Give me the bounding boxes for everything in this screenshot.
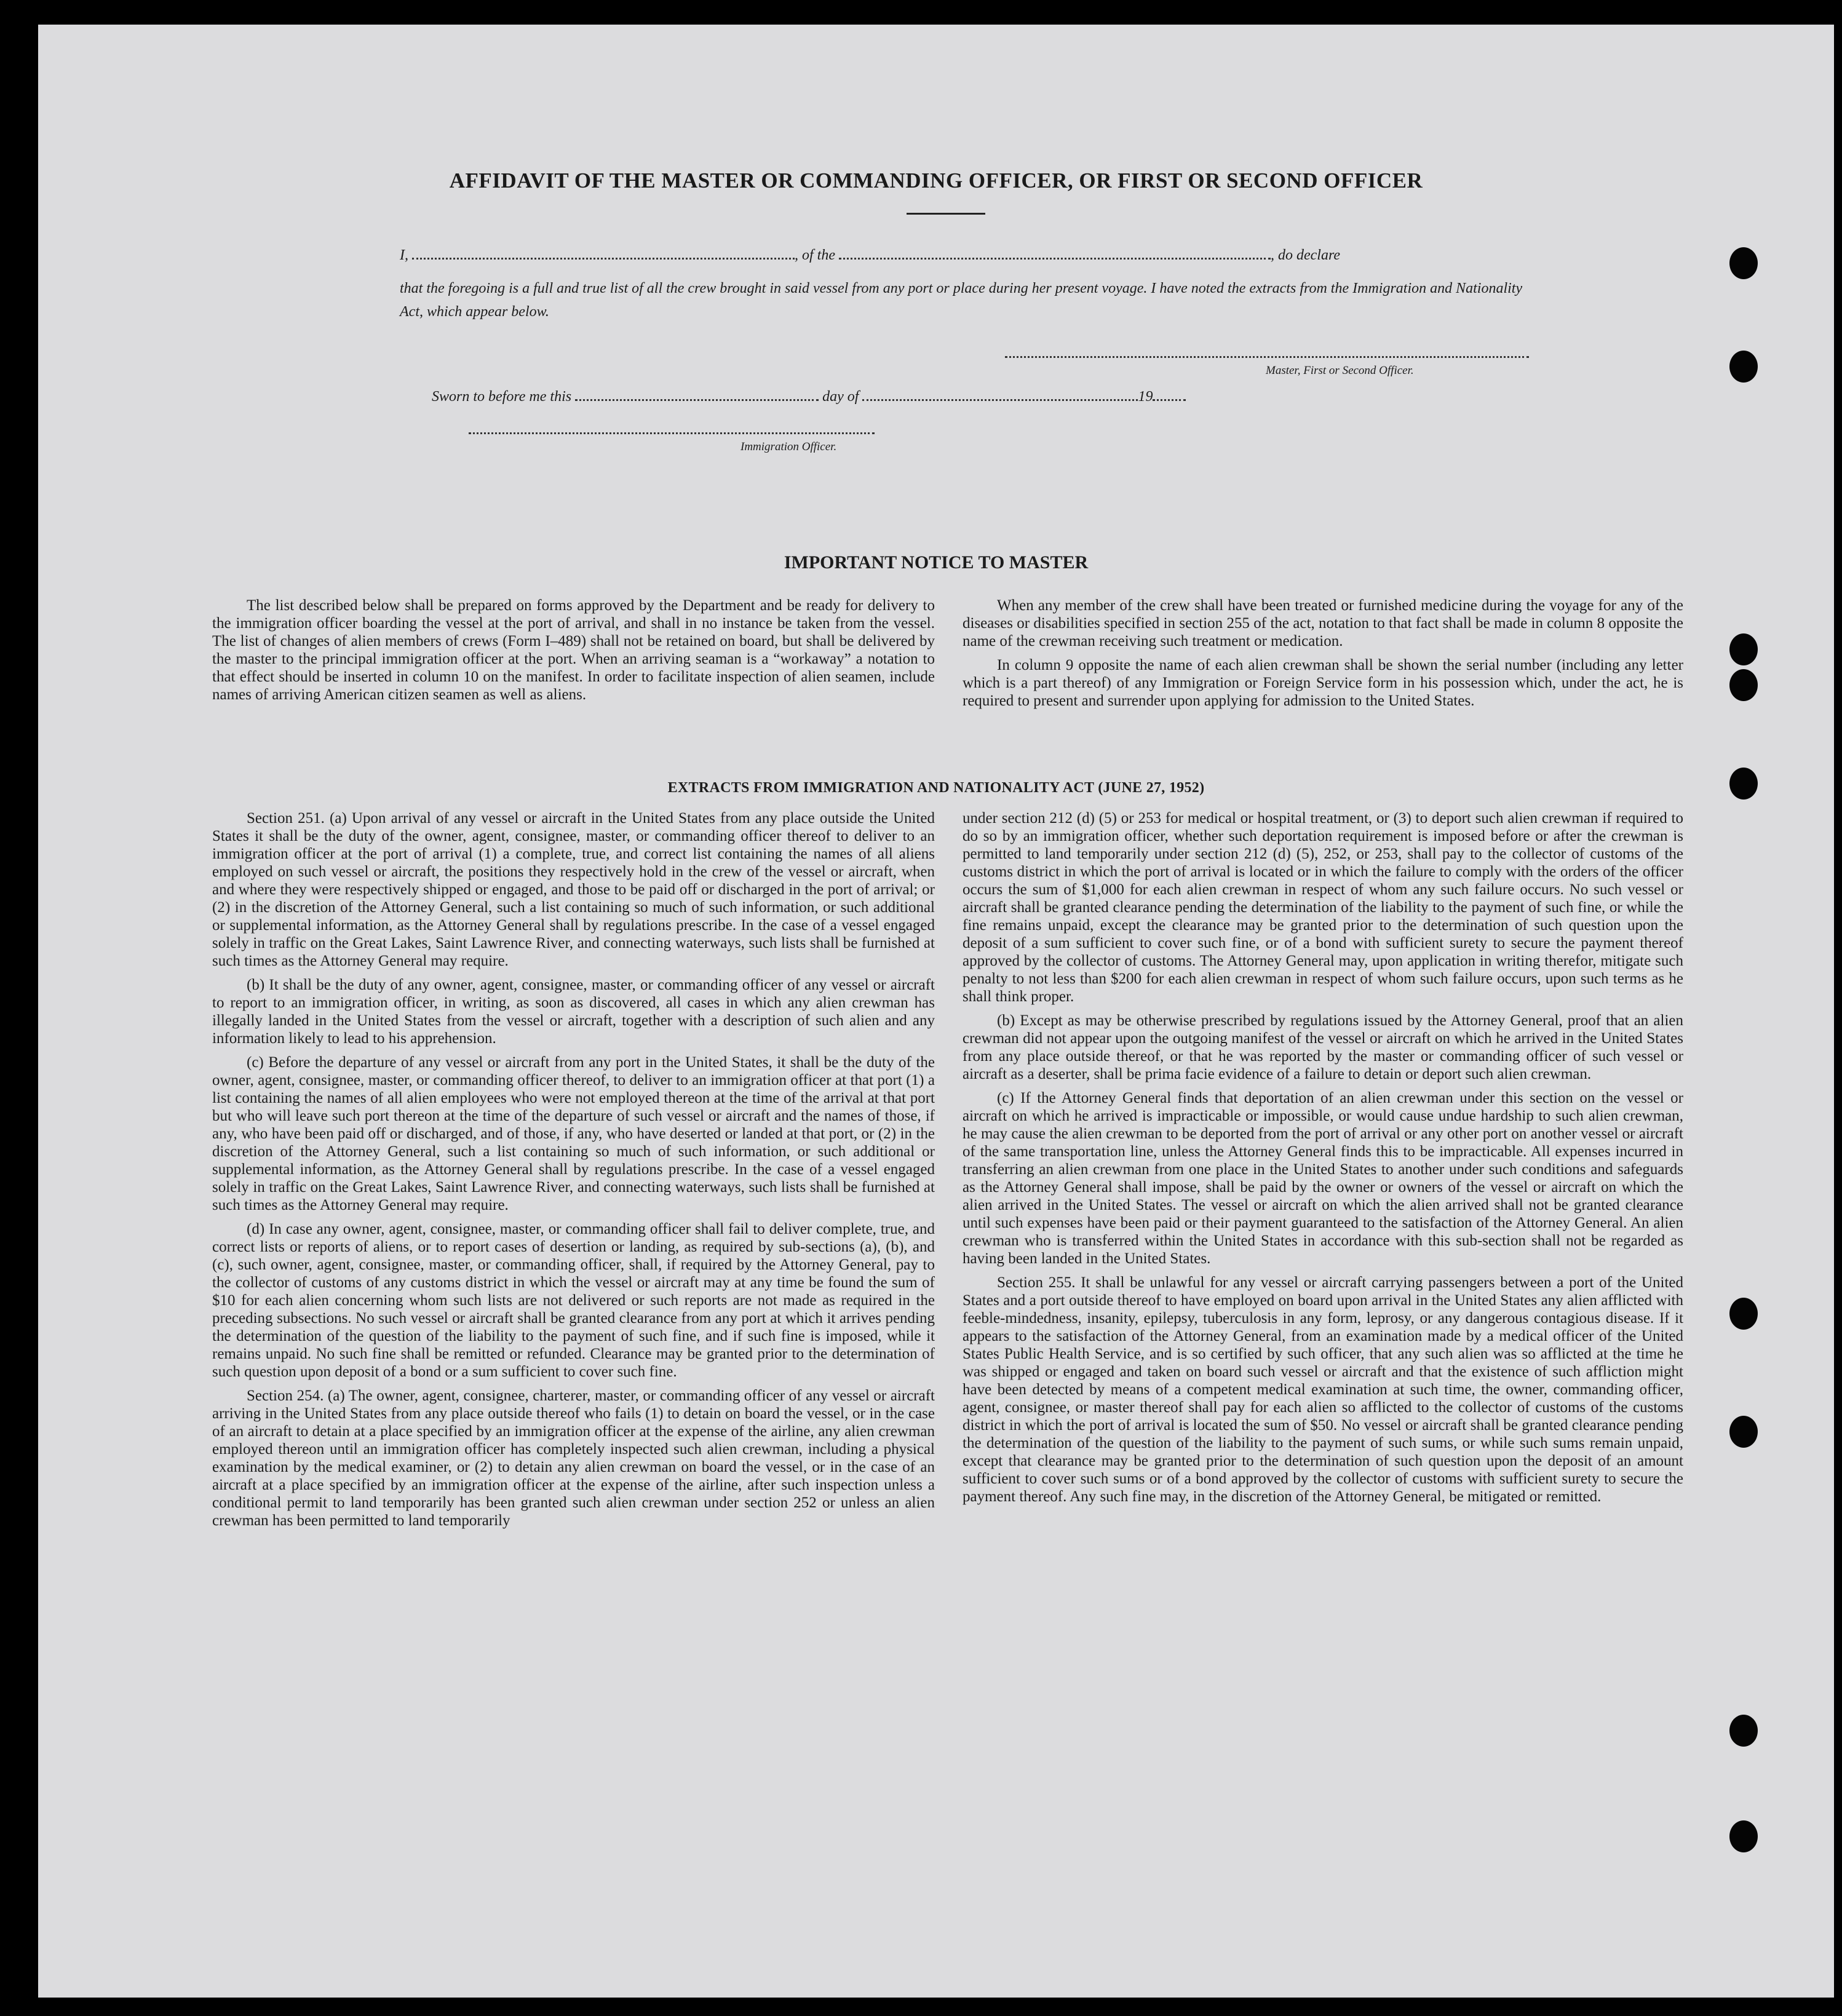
day-of-label: day of	[822, 389, 859, 405]
declarant-label: I,	[400, 247, 408, 263]
punch-hole	[1729, 1715, 1758, 1747]
notice-title: IMPORTANT NOTICE TO MASTER	[784, 552, 1089, 573]
notice-left-column	[212, 597, 935, 710]
sworn-month-field	[862, 399, 1138, 401]
declaration-text: that the foregoing is a full and true list of all the crew brought in said vessel from any port or place during her present voyage. I have noted the extracts from the Immigration and Nationality Act, which appear below.	[400, 280, 1523, 320]
extracts-title: EXTRACTS FROM IMMIGRATION AND NATIONALITY ACT (JUNE 27, 1952)	[667, 780, 1205, 796]
vessel-field	[839, 257, 1271, 260]
section-paragraph: (d) In case any owner, agent, consignee, master, or commanding officer shall fail to deliver complete, true, and correct lists or reports of aliens, or to report cases of desertion or landing, as required by sub-sections (a), (b), and (c), such owner, agent, consignee, master, or commanding officer, shall, if required by the Attorney General, pay to the collector of customs of any customs district in which the vessel or aircraft may at any time be found the sum of $10 for each alien concerning whom such lists are not delivered or such reports are not made as required in the preceding subsections. No such vessel or aircraft shall be granted clearance from any port at which it arrives pending the determination of the question of the liability to the payment of such fine, and if such fine is imposed, while it remains unpaid. No such fine shall be remitted or refunded. Clearance may be granted prior to the determination of such question upon deposit of a bond or a sum sufficient to cover such fine.	[212, 1221, 935, 1380]
punch-hole	[1729, 351, 1758, 383]
officer-signature-caption: Immigration Officer.	[740, 440, 837, 453]
section-paragraph: (b) Except as may be otherwise prescribed by regulations issued by the Attorney General, proof that an alien crewman did not appear upon the outgoing manifest of the vessel or aircraft on which he arrived in the United States from any place outside thereof, or that he was reported by the master or commanding officer of such vessel or aircraft as a deserter, shall be prima facie evidence of a failure to detain or deport such alien crewman.	[963, 1012, 1683, 1082]
notice-paragraph: The list described below shall be prepared on forms approved by the Department and be ready for delivery to the immigration officer boarding the vessel at the port of arrival, and shall in no instance be taken from the vessel. The list of changes of alien members of crews (Form I–489) shall not be retained on board, but shall be delivered by the master to the principal immigration officer at the port. When an arriving seaman is a “workaway” a notation to that effect should be inserted in column 10 on the manifest. In order to facilitate inspection of alien seamen, include names of arriving American citizen seamen as well as aliens.	[212, 597, 935, 703]
sworn-label: Sworn to before me this	[432, 389, 572, 405]
affidavit-title: AFFIDAVIT OF THE MASTER OR COMMANDING OFFICER, OR FIRST OR SECOND OFFICER	[449, 169, 1423, 192]
section-paragraph: Section 254. (a) The owner, agent, consignee, charterer, master, or commanding officer of any vessel or aircraft arriving in the United States from any place outside thereof who fails (1) to detain on board the vessel, or in the case of an aircraft to detain at a place specified by an immigration officer at the expense of the airline, any alien crewman employed thereon until an immigration officer has completely inspected such alien crewman, including a physical examination by the medical examiner, or (2) to detain any alien crewman on board the vessel, or in the case of an aircraft at a place specified by an immigration officer at the expense of the airline, after such inspection unless a conditional permit to land temporarily has been granted such alien crewman under section 252 or unless an alien crewman has been permitted to land temporarily	[212, 1387, 935, 1529]
extracts-left-column	[212, 809, 935, 1536]
title-divider	[907, 213, 985, 215]
sworn-year-field	[1153, 399, 1186, 401]
of-the-label: , of the	[795, 247, 835, 263]
do-declare-label: , do declare	[1271, 247, 1341, 263]
master-signature-line	[1005, 355, 1529, 358]
document-page	[38, 25, 1834, 1998]
section-paragraph: (b) It shall be the duty of any owner, agent, consignee, master, or commanding officer of any vessel or aircraft to report to an immigration officer, in writing, as soon as discovered, all cases in which any alien crewman has illegally landed in the United States from the vessel or aircraft, together with a description of such alien and any information likely to lead to his apprehension.	[212, 977, 935, 1047]
punch-hole	[1729, 633, 1758, 665]
sworn-day-field	[575, 399, 819, 401]
section-paragraph: (c) If the Attorney General finds that deportation of an alien crewman under this section on the vessel or aircraft on which he arrived is impracticable or impossible, or would cause undue hardship to such alien crewman, he may cause the alien crewman to be deported from the port of arrival or any other port on another vessel or aircraft of the same transportation line, unless the Attorney General finds this to be impracticable. All expenses incurred in transferring an alien crewman from one place in the United States to another under such conditions and safeguards as the Attorney General shall impose, shall be paid by the owner or owners of the vessel or aircraft on which the alien arrived in the United States. The vessel or aircraft on which the alien arrived shall not be granted clearance until such expenses have been paid or their payment guaranteed to the satisfaction of the Attorney General. An alien crewman who is transferred within the United States in accordance with this sub-section shall not be regarded as having been landed in the United States.	[963, 1090, 1683, 1267]
notice-paragraph: When any member of the crew shall have been treated or furnished medicine during the voyage for any of the diseases or disabilities specified in section 255 of the act, notation to that fact shall be made in column 8 opposite the name of the crewman receiving such treatment or medication.	[963, 597, 1683, 649]
section-paragraph: under section 212 (d) (5) or 253 for medical or hospital treatment, or (3) to deport such alien crewman if required to do so by an immigration officer, whether such deportation requirement is imposed before or after the crewman is permitted to land temporarily under section 212 (d) (5), 252, or 253, shall pay to the collector of customs of the customs district in which the port of arrival is located or in which the failure to comply with the orders of the officer occurs the sum of $1,000 for each alien crewman in respect of whom any such failure occurs. No such vessel or aircraft shall be granted clearance pending the determination of the liability to the payment of such fine, or while the fine remains unpaid, except the clearance may be granted prior to the determination of such question upon the deposit of a sum sufficient to cover such fine, or of a bond with sufficient surety to secure the payment thereof approved by the collector of customs. The Attorney General may, upon application in writing therefor, mitigate such penalty to not less than $200 for each alien crewman in respect of whom such failure occurs, upon such terms as he shall think proper.	[963, 810, 1683, 1005]
section-paragraph: Section 255. It shall be unlawful for any vessel or aircraft carrying passengers between a port of the United States and a port outside thereof to have employed on board upon arrival in the United States any alien afflicted with feeble-mindedness, insanity, epilepsy, tuberculosis in any form, leprosy, or any dangerous contagious disease. If it appears to the satisfaction of the Attorney General, from an examination made by a medical officer of the United States Public Health Service, and is so certified by such officer, that any such alien was so afflicted at the time he was shipped or engaged and taken on board such vessel or aircraft and that the existence of such affliction might have been detected by means of a competent medical examination at such time, the owner, commanding officer, agent, consignee, or master thereof shall pay for each alien so afflicted to the collector of customs of the customs district in which the port of arrival is located the sum of $50. No vessel or aircraft shall be granted clearance pending the determination of the question of the liability to the payment of such sums, or while such sums remain unpaid, except that clearance may be granted prior to the determination of such question upon the deposit of an amount sufficient to cover such sums or of a bond approved by the collector of customs with sufficient surety to secure the payment thereof. Any such fine may, in the discretion of the Attorney General, be mitigated or remitted.	[963, 1274, 1683, 1505]
punch-hole	[1729, 669, 1758, 701]
extracts-right-column	[963, 809, 1683, 1512]
notice-right-column	[963, 597, 1683, 716]
notice-paragraph: In column 9 opposite the name of each alien crewman shall be shown the serial number (including any letter which is a part thereof) of any Immigration or Foreign Service form in his possession which, under the act, he is required to present and surrender upon applying for admission to the United States.	[963, 657, 1683, 709]
declarant-name-field	[412, 257, 795, 260]
punch-hole	[1729, 1820, 1758, 1852]
master-signature-caption: Master, First or Second Officer.	[1266, 364, 1414, 377]
sworn-line	[432, 389, 1186, 405]
year-label: 19	[1138, 389, 1153, 405]
punch-hole	[1729, 1298, 1758, 1330]
punch-hole	[1729, 1416, 1758, 1448]
section-paragraph: (c) Before the departure of any vessel or aircraft from any port in the United States, it shall be the duty of the owner, agent, consignee, master, or commanding officer thereof, to deliver to an immigration officer at that port (1) a list containing the names of all alien employees who were not employed thereon at the time of the arrival at that port but who will leave such port thereon at the time of the departure of such vessel or aircraft and the names of those, if any, who have been paid off or discharged, and of those, if any, who have deserted or landed at that port, or (2) in the discretion of the Attorney General, such a list containing so much of such information, or such additional or supplemental information, as the Attorney General shall by regulations prescribe. In the case of a vessel engaged solely in traffic on the Great Lakes, Saint Lawrence River, and connecting waterways, such lists shall be furnished at such times as the Attorney General may require.	[212, 1054, 935, 1213]
section-paragraph: Section 251. (a) Upon arrival of any vessel or aircraft in the United States from any place outside the United States it shall be the duty of the owner, agent, consignee, master, or commanding officer thereof to deliver to an immigration officer at the port of arrival (1) a complete, true, and correct list containing the names of all aliens employed on such vessel or aircraft, the positions they respectively hold in the crew of the vessel or aircraft, when and where they were respectively shipped or engaged, and those to be paid off or discharged in the port of arrival; or (2) in the discretion of the Attorney General, such a list containing so much of such information, or such additional or supplemental information, as the Attorney General shall by regulations prescribe. In the case of a vessel engaged solely in traffic on the Great Lakes, Saint Lawrence River, and connecting waterways, such lists shall be furnished at such times as the Attorney General may require.	[212, 810, 935, 969]
punch-hole	[1729, 247, 1758, 279]
officer-signature-line	[469, 432, 875, 434]
declaration-line	[400, 247, 1340, 264]
